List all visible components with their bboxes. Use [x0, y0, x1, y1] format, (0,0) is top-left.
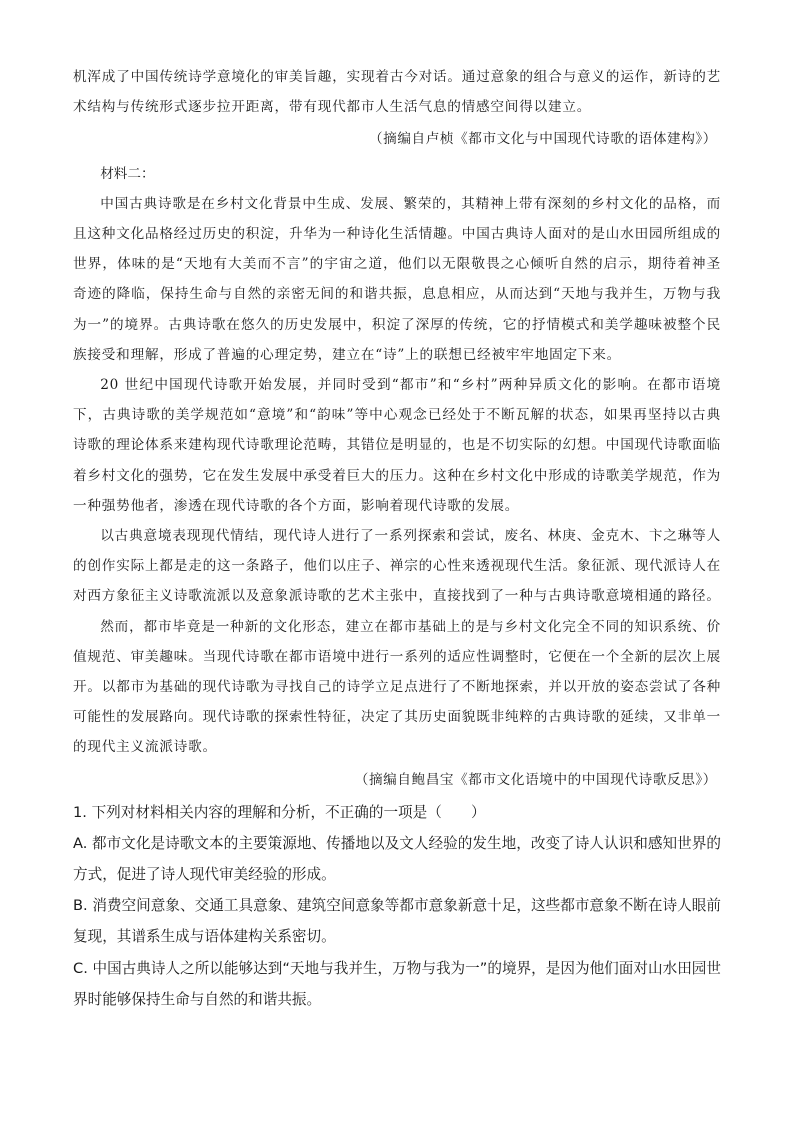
option-a: A. 都市文化是诗歌文本的主要策源地、传播地以及文人经验的发生地，改变了诗人认识和感知世界的方式，促进了诗人现代审美经验的形成。 [73, 834, 721, 884]
material2-paragraph: 中国古典诗歌是在乡村文化背景中生成、发展、繁荣的，其精神上带有深刻的乡村文化的品格，而且这种文化品格经过历史的积淀，升华为一种诗化生活情趣。中国古典诗人面对的是山水田园所组成的世界，体味的是“天地有大美而不言”的宇宙之道，他们以无限敬畏之心倾听自然的启示，期待着神圣奇迹的降临，保持生命与自然的亲密无间的和谐共振，息息相应，从而达到“天地与我并生，万物与我为一”的境界。古典诗歌在悠久的历史发展中，积淀了深厚的传统，它的抒情模式和美学趣味被整个民族接受和理解，形成了普遍的心理定势，建立在“诗”上的联想已经被牢牢地固定下来。 [73, 195, 721, 363]
document-page [73, 60, 721, 1015]
material1-source: （摘编自卢桢《都市文化与中国现代诗歌的语体建构》） [368, 131, 717, 148]
material1-tail-paragraph: 机浑成了中国传统诗学意境化的审美旨趣，实现着古今对话。通过意象的组合与意义的运作，新诗的艺术结构与传统形式逐步拉开距离，带有现代都市人生活气息的情感空间得以建立。 [73, 69, 721, 116]
option-c: C. 中国古典诗人之所以能够达到“天地与我并生，万物与我为一”的境界，是因为他们面对山水田园世界时能够保持生命与自然的和谐共振。 [73, 959, 721, 1008]
material2-paragraph: 以古典意境表现现代情结，现代诗人进行了一系列探索和尝试，废名、林庚、金克木、卞之琳等人的创作实际上都是走的这一条路子，他们以庄子、禅宗的心性来透视现代生活。象征派、现代派诗人在对西方象征主义诗歌流派以及意象派诗歌的艺术主张中，直接找到了一种与古典诗歌意境相通的路径。 [73, 528, 721, 605]
option-b: B. 消费空间意象、交通工具意象、建筑空间意象等都市意象新意十足，这些都市意象不断在诗人眼前复现，其谱系生成与语体建构关系密切。 [73, 897, 721, 946]
material2-paragraph: 20 世纪中国现代诗歌开始发展，并同时受到“都市”和“乡村”两种异质文化的影响。在都市语境下，古典诗歌的美学规范如“意境”和“韵味”等中心观念已经处于不断瓦解的状态，如果再坚持以古典诗歌的理论体系来建构现代诗歌理论范畴，其错位是明显的，也是不切实际的幻想。中国现代诗歌面临着乡村文化的强势，它在发生发展中承受着巨大的压力。这种在乡村文化中形成的诗歌美学规范，作为一种强势他者，渗透在现代诗歌的各个方面，影响着现代诗歌的发展。 [73, 377, 721, 514]
question-stem: 1. 下列对材料相关内容的理解和分析，不正确的一项是（ ） [73, 803, 486, 821]
material2-paragraph: 然而，都市毕竟是一种新的文化形态，建立在都市基础上的是与乡村文化完全不同的知识系统、价值规范、审美趣味。当现代诗歌在都市语境中进行一系列的适应性调整时，它便在一个全新的层次上展开。以都市为基础的现代诗歌为寻找自己的诗学立足点进行了不断地探索，并以开放的姿态尝试了各种可能性的发展路向。现代诗歌的探索性特征，决定了其历史面貌既非纯粹的古典诗歌的延续，又非单一的现代主义流派诗歌。 [73, 618, 721, 756]
material2-source: （摘编自鲍昌宝《都市文化语境中的中国现代诗歌反思》） [354, 771, 717, 788]
material2-label: 材料二： [100, 165, 155, 182]
